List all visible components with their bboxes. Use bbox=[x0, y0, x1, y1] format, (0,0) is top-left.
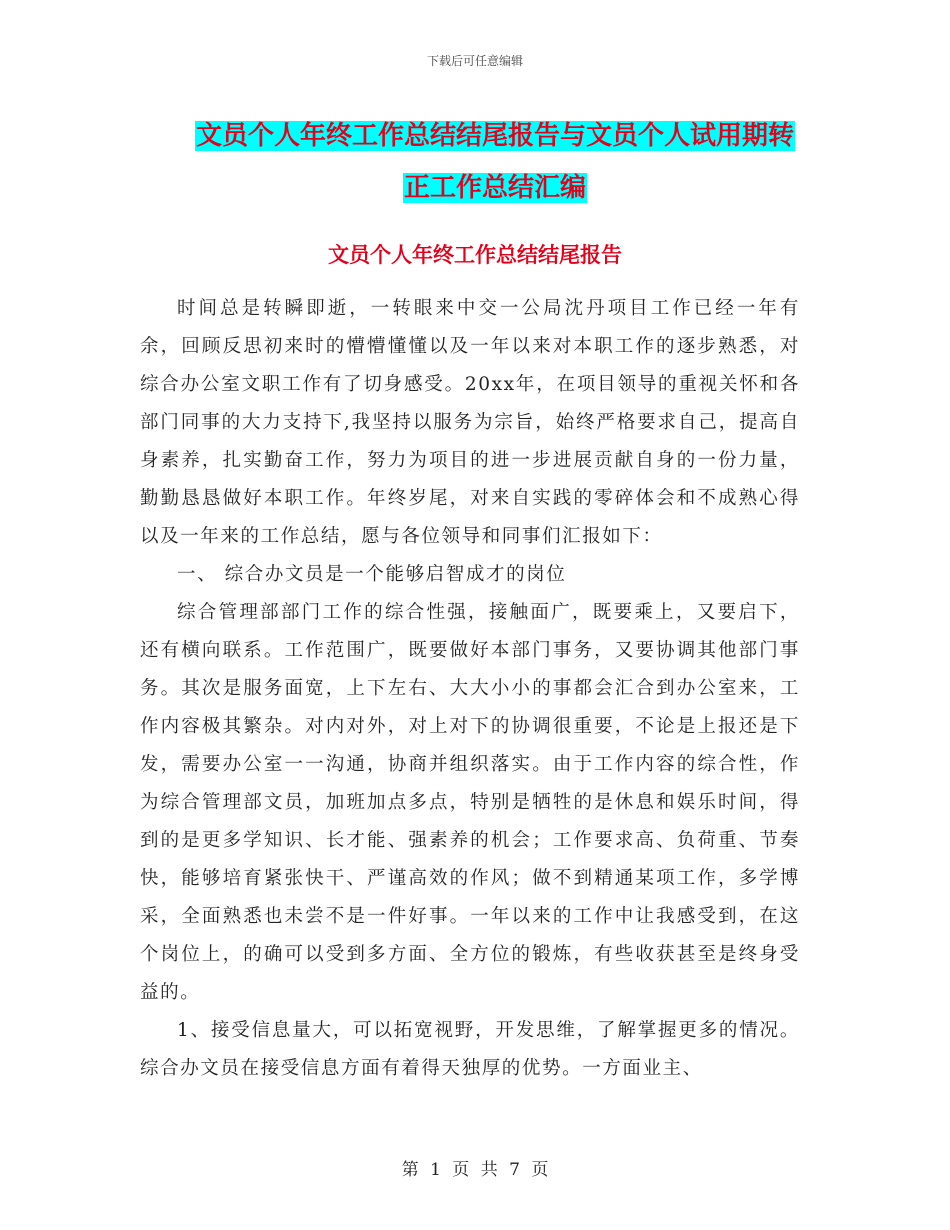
page-footer-number: 第 1 页 共 7 页 bbox=[401, 1160, 549, 1180]
paragraph-intro: 时间总是转瞬即逝，一转眼来中交一公局沈丹项目工作已经一年有余，回顾反思初来时的懵懵懂懂以及一年以来对本职工作的逐步熟悉，对综合办公室文职工作有了切身感受。20xx年，在项目领导的重视关怀和各部门同事的大力支持下,我坚持以服务为宗旨，始终严格要求自己，提高自身素养，扎实勤奋工作，努力为项目的进一步进展贡献自身的一份力量，勤勤恳恳做好本职工作。年终岁尾，对来自实践的零碎体会和不成熟心得以及一年来的工作总结，愿与各位领导和同事们汇报如下： bbox=[140, 298, 800, 547]
document-title-line-2: 正工作总结汇编 bbox=[403, 173, 586, 203]
document-body bbox=[140, 290, 800, 1088]
page-header-note: 下载后可任意编辑 bbox=[426, 54, 523, 68]
paragraph-heading-1: 一、 综合办文员是一个能够启智成才的岗位 bbox=[177, 564, 567, 585]
paragraph-office-duties: 综合管理部部门工作的综合性强，接触面广，既要乘上，又要启下，还有横向联系。工作范围广，既要做好本部门事务，又要协调其他部门事务。其次是服务面宽，上下左右、大大小小的事都会汇合到办公室来，工作内容极其繁杂。对内对外，对上对下的协调很重要，不论是上报还是下发，需要办公室一一沟通，协商并组织落实。由于工作内容的综合性，作为综合管理部文员，加班加点多点，特别是牺牲的是休息和娱乐时间，得到的是更多学知识、长才能、强素养的机会；工作要求高、负荷重、节奏快，能够培育紧张快干、严谨高效的作风；做不到精通某项工作，多学博采，全面熟悉也未尝不是一件好事。一年以来的工作中让我感受到，在这个岗位上，的确可以受到多方面、全方位的锻炼，有些收获甚至是终身受益的。 bbox=[140, 602, 800, 1003]
paragraph-point-1: 1、接受信息量大，可以拓宽视野，开发思维，了解掌握更多的情况。综合办文员在接受信息方面有着得天独厚的优势。一方面业主、 bbox=[140, 1020, 800, 1079]
section-title: 文员个人年终工作总结结尾报告 bbox=[328, 242, 622, 267]
document-title-line-1: 文员个人年终工作总结结尾报告与文员个人试用期转 bbox=[195, 121, 794, 151]
document-title bbox=[180, 110, 810, 214]
